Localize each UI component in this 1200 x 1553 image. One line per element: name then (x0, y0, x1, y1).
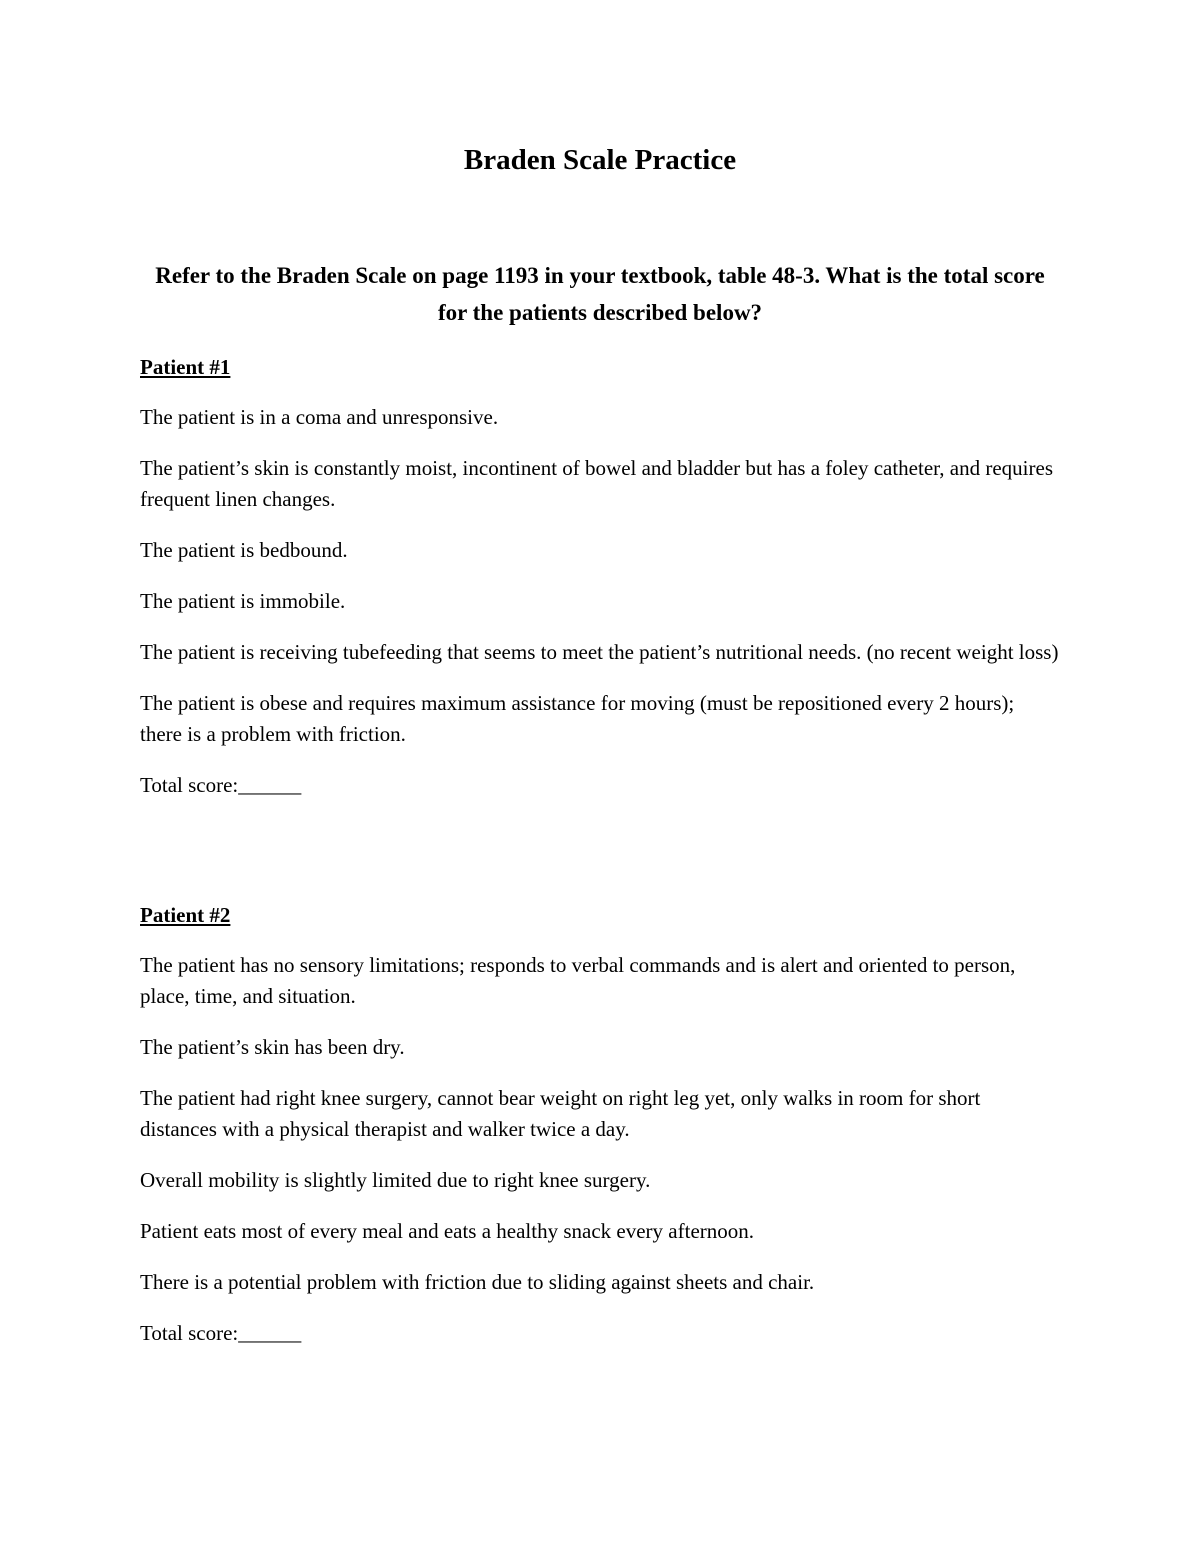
patient-1-statement: The patient is obese and requires maximum assistance for moving (must be repositioned every 2 hours); there is a problem with friction. (140, 691, 1015, 746)
patient-1-statement: The patient is in a coma and unresponsive. (140, 405, 499, 429)
patient-2-section (140, 900, 1060, 1349)
patient-1-heading: Patient #1 (140, 355, 231, 379)
patient-2-statement: The patient has no sensory limitations; responds to verbal commands and is alert and oriented to person, place, time, and situation. (140, 953, 1016, 1008)
patient-2-statement: The patient had right knee surgery, cannot bear weight on right leg yet, only walks in room for short distances with a physical therapist and walker twice a day. (140, 1086, 981, 1141)
patient-2-statement: There is a potential problem with friction due to sliding against sheets and chair. (140, 1270, 815, 1294)
patient-1-statement: The patient’s skin is constantly moist, incontinent of bowel and bladder but has a foley catheter, and requires frequent linen changes. (140, 456, 1053, 511)
document-title: Braden Scale Practice (463, 144, 737, 176)
patient-2-heading: Patient #2 (140, 903, 231, 927)
patient-1-statement: The patient is bedbound. (140, 538, 348, 562)
patient-1-statement: The patient is receiving tubefeeding that seems to meet the patient’s nutritional needs. (no recent weight loss) (140, 640, 1059, 664)
patient-2-statement: Patient eats most of every meal and eats a healthy snack every afternoon. (140, 1219, 755, 1243)
instructions-text: Refer to the Braden Scale on page 1193 in your textbook, table 48-3. What is the total score for the patients described below? (155, 263, 1045, 325)
patient-1-total-score: Total score:______ (140, 773, 302, 797)
patient-2-statement: The patient’s skin has been dry. (140, 1035, 405, 1059)
patient-2-statement: Overall mobility is slightly limited due to right knee surgery. (140, 1168, 651, 1192)
patient-1-section (140, 352, 1060, 801)
patient-1-statement: The patient is immobile. (140, 589, 346, 613)
patient-2-total-score: Total score:______ (140, 1321, 302, 1345)
